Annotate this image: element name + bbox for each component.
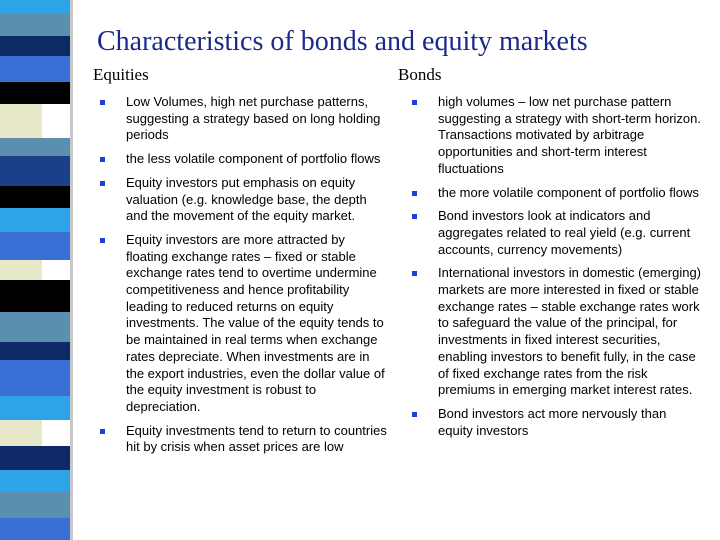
square-bullet-icon — [100, 181, 105, 186]
list-item: Equity investments tend to return to countries hit by crisis when asset prices are low — [100, 423, 390, 456]
square-bullet-icon — [412, 100, 417, 105]
list-item: Low Volumes, high net purchase patterns, suggesting a strategy based on long holding periods — [100, 94, 390, 144]
bonds-heading: Bonds — [398, 65, 442, 84]
equities-list — [100, 94, 390, 463]
square-bullet-icon — [412, 271, 417, 276]
list-item: International investors in domestic (emerging) markets are more interested in fixed or stable exchange rates – stable exchange rates work to safeguard the value of the principal, for investments in fixed interest securities, enabling investors to benefit fully, in the case of fixed exchange rates from the risk premiums in emerging market interest rates. — [412, 265, 704, 399]
bonds-list — [412, 94, 704, 446]
decorative-stripe — [0, 0, 70, 540]
list-item: Bond investors act more nervously than equity investors — [412, 406, 704, 439]
square-bullet-icon — [100, 429, 105, 434]
square-bullet-icon — [412, 191, 417, 196]
page-title: Characteristics of bonds and equity markets — [97, 26, 588, 57]
equities-heading: Equities — [93, 65, 149, 84]
square-bullet-icon — [412, 412, 417, 417]
square-bullet-icon — [412, 214, 417, 219]
square-bullet-icon — [100, 238, 105, 243]
list-item: the more volatile component of portfolio flows — [412, 185, 704, 202]
list-item: Bond investors look at indicators and aggregates related to real yield (e.g. current accounts, currency movements) — [412, 208, 704, 258]
list-item: the less volatile component of portfolio flows — [100, 151, 390, 168]
list-item: Equity investors are more attracted by floating exchange rates – fixed or stable exchange rates tend to overtime undermine competitiveness and hence profitability leading to reduced returns on equity investments. The value of the equity tends to be maintained in real terms when exchange rates depreciate. When investments are in the export industries, even the dollar value of the equity investment is robust to depreciation. — [100, 232, 390, 416]
list-item: Equity investors put emphasis on equity valuation (e.g. knowledge base, the depth and the movement of the equity market. — [100, 175, 390, 225]
square-bullet-icon — [100, 100, 105, 105]
list-item: high volumes – low net purchase pattern suggesting a strategy with short-term horizon. Transactions motivated by arbitrage opportunities and short-term interest fluctuations — [412, 94, 704, 178]
square-bullet-icon — [100, 157, 105, 162]
